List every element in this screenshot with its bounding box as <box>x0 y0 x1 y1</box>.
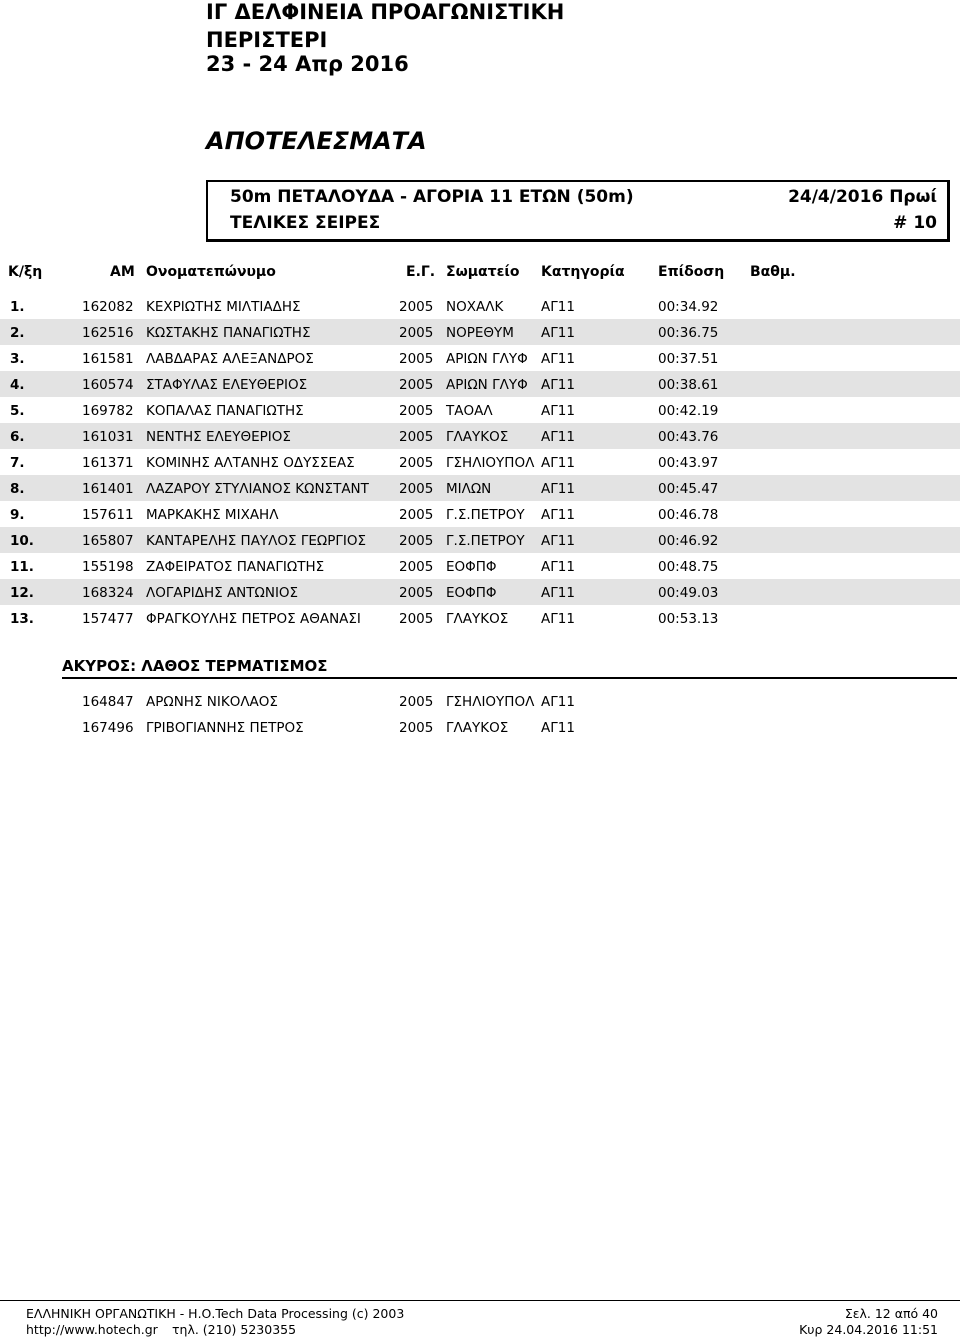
row-name: ΓΡΙΒΟΓΙΑΝΝΗΣ ΠΕΤΡΟΣ <box>146 720 304 736</box>
row-category: ΑΓ11 <box>541 559 575 575</box>
row-name: ΜΑΡΚΑΚΗΣ ΜΙΧΑΗΛ <box>146 507 279 523</box>
row-year: 2005 <box>399 559 434 575</box>
row-time: 00:48.75 <box>658 559 719 575</box>
row-club: ΓΣΗΛΙΟΥΠΟΛ <box>446 455 535 471</box>
row-category: ΑΓ11 <box>541 403 575 419</box>
row-category: ΑΓ11 <box>541 481 575 497</box>
row-rank: 11. <box>10 559 34 575</box>
row-time: 00:34.92 <box>658 299 719 315</box>
row-time: 00:38.61 <box>658 377 719 393</box>
row-time: 00:45.47 <box>658 481 719 497</box>
row-name: ΚΕΧΡΙΩΤΗΣ ΜΙΛΤΙΑΔΗΣ <box>146 299 301 315</box>
row-rank: 4. <box>10 377 25 393</box>
footer-printed: Κυρ 24.04.2016 11:51 <box>799 1322 938 1337</box>
row-am: 157477 <box>82 611 134 627</box>
results-title: ΑΠΟΤΕΛΕΣΜΑΤΑ <box>206 127 427 155</box>
meet-dates: 23 - 24 Απρ 2016 <box>206 52 409 76</box>
col-club: Σωματείο <box>446 264 520 280</box>
table-row <box>0 449 960 475</box>
table-row <box>0 423 960 449</box>
row-year: 2005 <box>399 377 434 393</box>
row-club: ΜΙΛΩΝ <box>446 481 492 497</box>
row-am: 164847 <box>82 694 134 710</box>
row-year: 2005 <box>399 611 434 627</box>
invalid-title: ΑΚΥΡΟΣ: ΛΑΘΟΣ ΤΕΡΜΑΤΙΣΜΟΣ <box>62 657 328 675</box>
row-time: 00:37.51 <box>658 351 719 367</box>
table-row <box>0 319 960 345</box>
table-row <box>0 397 960 423</box>
row-name: ΖΑΦΕΙΡΑΤΟΣ ΠΑΝΑΓΙΩΤΗΣ <box>146 559 325 575</box>
col-rank: Κ/ξη <box>8 264 43 280</box>
row-rank: 6. <box>10 429 25 445</box>
col-name: Ονοματεπώνυμο <box>146 264 276 280</box>
row-year: 2005 <box>399 481 434 497</box>
row-time: 00:43.76 <box>658 429 719 445</box>
row-am: 161581 <box>82 351 134 367</box>
row-rank: 3. <box>10 351 25 367</box>
row-category: ΑΓ11 <box>541 429 575 445</box>
row-name: ΛΑΒΔΑΡΑΣ ΑΛΕΞΑΝΔΡΟΣ <box>146 351 314 367</box>
row-am: 162516 <box>82 325 134 341</box>
list-item <box>0 714 960 740</box>
row-am: 161401 <box>82 481 134 497</box>
row-category: ΑΓ11 <box>541 611 575 627</box>
row-club: ΕΟΦΠΦ <box>446 585 497 601</box>
row-time: 00:46.78 <box>658 507 719 523</box>
row-category: ΑΓ11 <box>541 377 575 393</box>
invalid-divider <box>62 677 957 679</box>
list-item <box>0 688 960 714</box>
row-year: 2005 <box>399 299 434 315</box>
row-name: ΛΟΓΑΡΙΔΗΣ ΑΝΤΩΝΙΟΣ <box>146 585 299 601</box>
row-rank: 7. <box>10 455 25 471</box>
row-name: ΚΟΠΑΛΑΣ ΠΑΝΑΓΙΩΤΗΣ <box>146 403 304 419</box>
row-name: ΚΩΣΤΑΚΗΣ ΠΑΝΑΓΙΩΤΗΣ <box>146 325 311 341</box>
row-rank: 10. <box>10 533 34 549</box>
row-name: ΚΟΜΙΝΗΣ ΑΛΤΑΝΗΣ ΟΔΥΣΣΕΑΣ <box>146 455 355 471</box>
row-rank: 5. <box>10 403 25 419</box>
event-box <box>206 180 950 242</box>
row-club: ΝΟΧΑΛΚ <box>446 299 504 315</box>
footer-phone: τηλ. (210) 5230355 <box>172 1322 297 1337</box>
row-category: ΑΓ11 <box>541 720 575 736</box>
row-year: 2005 <box>399 325 434 341</box>
row-category: ΑΓ11 <box>541 455 575 471</box>
table-row <box>0 293 960 319</box>
row-name: ΑΡΩΝΗΣ ΝΙΚΟΛΑΟΣ <box>146 694 278 710</box>
row-am: 169782 <box>82 403 134 419</box>
row-year: 2005 <box>399 507 434 523</box>
row-time: 00:49.03 <box>658 585 719 601</box>
row-am: 162082 <box>82 299 134 315</box>
col-category: Κατηγορία <box>541 264 625 280</box>
table-row <box>0 475 960 501</box>
row-year: 2005 <box>399 720 434 736</box>
col-points: Βαθμ. <box>750 264 796 280</box>
meet-title: ΙΓ ΔΕΛΦΙΝΕΙΑ ΠΡΟΑΓΩΝΙΣΤΙΚΗ <box>206 0 565 24</box>
footer-page: Σελ. 12 από 40 <box>844 1306 938 1321</box>
row-rank: 1. <box>10 299 25 315</box>
row-club: ΓΛΑΥΚΟΣ <box>446 429 509 445</box>
row-category: ΑΓ11 <box>541 351 575 367</box>
table-row <box>0 371 960 397</box>
row-club: Γ.Σ.ΠΕΤΡΟΥ <box>446 533 525 549</box>
table-row <box>0 501 960 527</box>
row-name: ΦΡΑΓΚΟΥΛΗΣ ΠΕΤΡΟΣ ΑΘΑΝΑΣΙ <box>146 611 361 627</box>
row-rank: 8. <box>10 481 25 497</box>
row-name: ΛΑΖΑΡΟΥ ΣΤΥΛΙΑΝΟΣ ΚΩΝΣΤΑΝΤ <box>146 481 369 497</box>
meet-venue: ΠΕΡΙΣΤΕΡΙ <box>206 28 328 52</box>
row-am: 161031 <box>82 429 134 445</box>
row-am: 161371 <box>82 455 134 471</box>
row-category: ΑΓ11 <box>541 299 575 315</box>
row-category: ΑΓ11 <box>541 694 575 710</box>
row-name: ΚΑΝΤΑΡΕΛΗΣ ΠΑΥΛΟΣ ΓΕΩΡΓΙΟΣ <box>146 533 367 549</box>
row-year: 2005 <box>399 694 434 710</box>
col-time: Επίδοση <box>658 264 725 280</box>
row-club: ΑΡΙΩΝ ΓΛΥΦ <box>446 351 528 367</box>
row-time: 00:46.92 <box>658 533 719 549</box>
row-club: ΝΟΡΕΘΥΜ <box>446 325 514 341</box>
row-year: 2005 <box>399 351 434 367</box>
row-name: ΝΕΝΤΗΣ ΕΛΕΥΘΕΡΙΟΣ <box>146 429 291 445</box>
row-category: ΑΓ11 <box>541 533 575 549</box>
row-club: Γ.Σ.ΠΕΤΡΟΥ <box>446 507 525 523</box>
col-year: Ε.Γ. <box>406 264 436 280</box>
row-rank: 13. <box>10 611 34 627</box>
row-year: 2005 <box>399 585 434 601</box>
row-year: 2005 <box>399 429 434 445</box>
row-am: 165807 <box>82 533 134 549</box>
event-number: # 10 <box>893 213 937 233</box>
event-session: 24/4/2016 Πρωί <box>788 187 937 207</box>
col-am: ΑΜ <box>110 264 135 280</box>
row-am: 155198 <box>82 559 134 575</box>
row-club: ΕΟΦΠΦ <box>446 559 497 575</box>
row-am: 157611 <box>82 507 134 523</box>
event-name: 50m ΠΕΤΑΛΟΥΔΑ - ΑΓΟΡΙΑ 11 ΕΤΩΝ (50m) <box>230 187 634 207</box>
row-name: ΣΤΑΦΥΛΑΣ ΕΛΕΥΘΕΡΙΟΣ <box>146 377 308 393</box>
row-category: ΑΓ11 <box>541 325 575 341</box>
row-club: ΤΑΟΑΛ <box>446 403 493 419</box>
row-year: 2005 <box>399 533 434 549</box>
row-category: ΑΓ11 <box>541 585 575 601</box>
row-am: 160574 <box>82 377 134 393</box>
row-am: 168324 <box>82 585 134 601</box>
footer-org: ΕΛΛΗΝΙΚΗ ΟΡΓΑΝΩΤΙΚΗ - Η.Ο.Tech Data Processing (c) 2003 <box>26 1306 405 1321</box>
table-row <box>0 527 960 553</box>
row-time: 00:43.97 <box>658 455 719 471</box>
footer-divider <box>0 1300 960 1301</box>
table-row <box>0 345 960 371</box>
row-category: ΑΓ11 <box>541 507 575 523</box>
row-am: 167496 <box>82 720 134 736</box>
footer-website: http://www.hotech.gr <box>26 1322 158 1337</box>
event-stage: ΤΕΛΙΚΕΣ ΣΕΙΡΕΣ <box>230 213 381 233</box>
row-rank: 9. <box>10 507 25 523</box>
row-time: 00:42.19 <box>658 403 719 419</box>
table-row <box>0 579 960 605</box>
table-row <box>0 553 960 579</box>
table-row <box>0 605 960 631</box>
row-club: ΓΛΑΥΚΟΣ <box>446 611 509 627</box>
row-club: ΓΣΗΛΙΟΥΠΟΛ <box>446 694 535 710</box>
row-club: ΑΡΙΩΝ ΓΛΥΦ <box>446 377 528 393</box>
row-rank: 12. <box>10 585 34 601</box>
row-time: 00:53.13 <box>658 611 719 627</box>
row-time: 00:36.75 <box>658 325 719 341</box>
row-year: 2005 <box>399 455 434 471</box>
row-rank: 2. <box>10 325 25 341</box>
row-club: ΓΛΑΥΚΟΣ <box>446 720 509 736</box>
row-year: 2005 <box>399 403 434 419</box>
